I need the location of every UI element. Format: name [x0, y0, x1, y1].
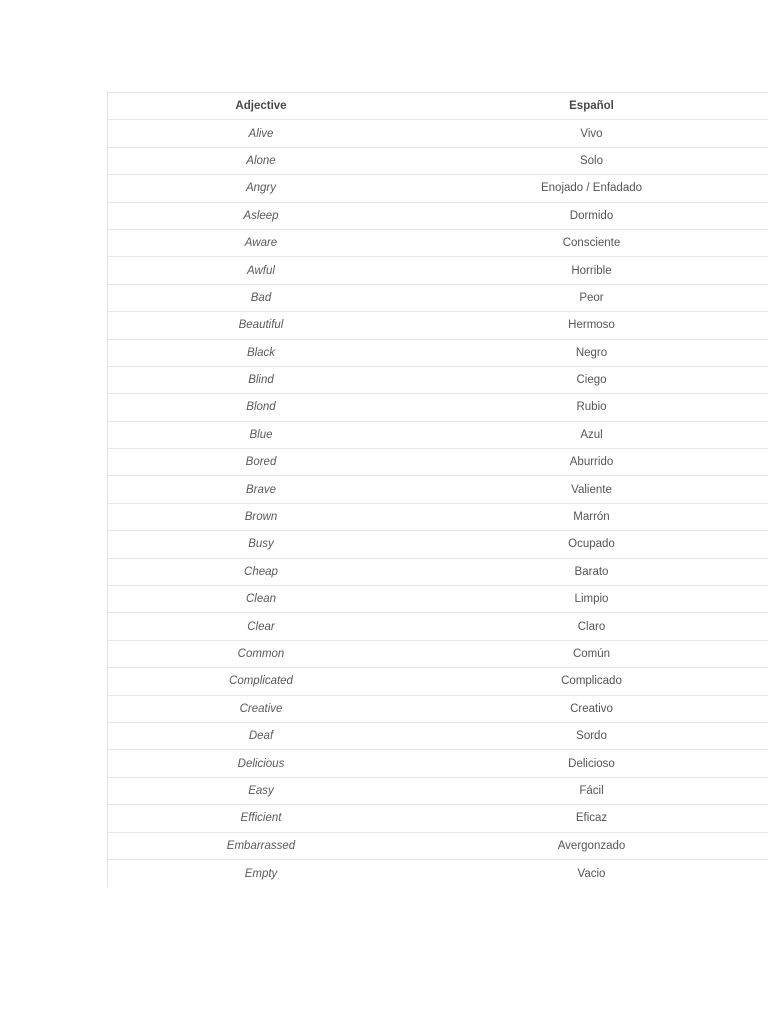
spanish-cell: Eficaz: [575, 812, 608, 825]
adjective-cell: Beautiful: [238, 319, 284, 332]
spanish-cell: Horrible: [571, 264, 612, 277]
adjective-cell: Creative: [239, 702, 283, 715]
spanish-cell: Solo: [579, 154, 604, 167]
table-row: [108, 148, 768, 175]
spanish-cell: Claro: [577, 620, 606, 633]
spanish-cell: Rubio: [576, 401, 607, 414]
adjective-cell: Empty: [244, 867, 278, 880]
adjective-cell: Easy: [248, 784, 274, 797]
adjective-cell: Busy: [248, 538, 274, 551]
adjective-cell: Black: [246, 346, 276, 359]
table-row: [108, 257, 768, 284]
column-header-adjective: Adjective: [235, 100, 287, 113]
adjective-cell: Aware: [244, 237, 278, 250]
adjective-cell: Alive: [248, 127, 274, 140]
adjective-cell: Complicated: [229, 675, 293, 688]
table-row: [108, 586, 768, 613]
table-row: [108, 641, 768, 668]
table-row: [108, 696, 768, 723]
adjective-cell: Blond: [246, 401, 276, 414]
table-row: [108, 175, 768, 202]
adjective-cell: Blue: [249, 428, 273, 441]
spanish-cell: Peor: [579, 291, 604, 304]
adjective-cell: Brave: [245, 483, 277, 496]
adjective-cell: Asleep: [243, 209, 279, 222]
spanish-cell: Marrón: [573, 511, 610, 524]
adjective-cell: Embarrassed: [226, 839, 296, 852]
spanish-cell: Ciego: [576, 374, 607, 387]
spanish-cell: Vacio: [577, 867, 606, 880]
vocabulary-table: [107, 92, 768, 887]
spanish-cell: Azul: [580, 428, 603, 441]
table-row: [108, 805, 768, 832]
spanish-cell: Común: [572, 648, 611, 660]
spanish-cell: Creativo: [570, 702, 613, 715]
spanish-cell: Dormido: [569, 209, 614, 222]
spanish-cell: Barato: [574, 565, 609, 578]
table-row: [108, 312, 768, 339]
table-row: [108, 476, 768, 503]
adjective-cell: Clean: [245, 593, 277, 606]
adjective-cell: Clear: [247, 620, 275, 633]
spanish-cell: Valiente: [571, 483, 612, 496]
spanish-cell: Vivo: [580, 127, 603, 140]
adjective-cell: Cheap: [244, 565, 278, 578]
adjective-cell: Awful: [247, 264, 275, 277]
table-row: [108, 723, 768, 750]
adjective-cell: Brown: [244, 511, 278, 524]
adjective-cell: Angry: [245, 182, 277, 195]
table-row: [108, 559, 768, 586]
table-row: [108, 531, 768, 558]
table-row: [108, 422, 768, 449]
column-header-espanol: Español: [569, 100, 614, 113]
adjective-cell: Efficient: [240, 812, 282, 825]
adjective-cell: Delicious: [237, 757, 285, 770]
spanish-cell: Ocupado: [568, 538, 615, 551]
adjective-cell: Alone: [246, 154, 276, 167]
adjective-cell: Bored: [245, 456, 277, 469]
spanish-cell: Enojado / Enfadado: [540, 182, 643, 195]
table-row: [108, 504, 768, 531]
table-row: [108, 613, 768, 640]
table-row: [108, 203, 768, 230]
spanish-cell: Consciente: [562, 237, 621, 250]
spanish-cell: Negro: [575, 346, 608, 359]
table-row: [108, 230, 768, 257]
table-row: [108, 367, 768, 394]
adjective-cell: Common: [237, 648, 285, 660]
adjective-cell: Blind: [248, 374, 274, 387]
table-row: [108, 449, 768, 476]
table-row: [108, 668, 768, 695]
table-row: [108, 860, 768, 887]
table-row: [108, 120, 768, 147]
table-header-row: [108, 93, 768, 120]
table-row: [108, 750, 768, 777]
spanish-cell: Avergonzado: [557, 839, 626, 852]
spanish-cell: Sordo: [576, 730, 607, 743]
spanish-cell: Hermoso: [568, 319, 615, 332]
table-row: [108, 340, 768, 367]
spanish-cell: Fácil: [579, 784, 604, 797]
table-row: [108, 833, 768, 860]
table-row: [108, 394, 768, 421]
table-row: [108, 778, 768, 805]
adjective-cell: Bad: [250, 291, 272, 304]
table-body: [108, 120, 768, 887]
spanish-cell: Limpio: [574, 593, 609, 606]
spanish-cell: Delicioso: [568, 757, 615, 770]
spanish-cell: Aburrido: [569, 456, 614, 469]
spanish-cell: Complicado: [561, 675, 622, 688]
table-row: [108, 285, 768, 312]
adjective-cell: Deaf: [248, 730, 274, 743]
